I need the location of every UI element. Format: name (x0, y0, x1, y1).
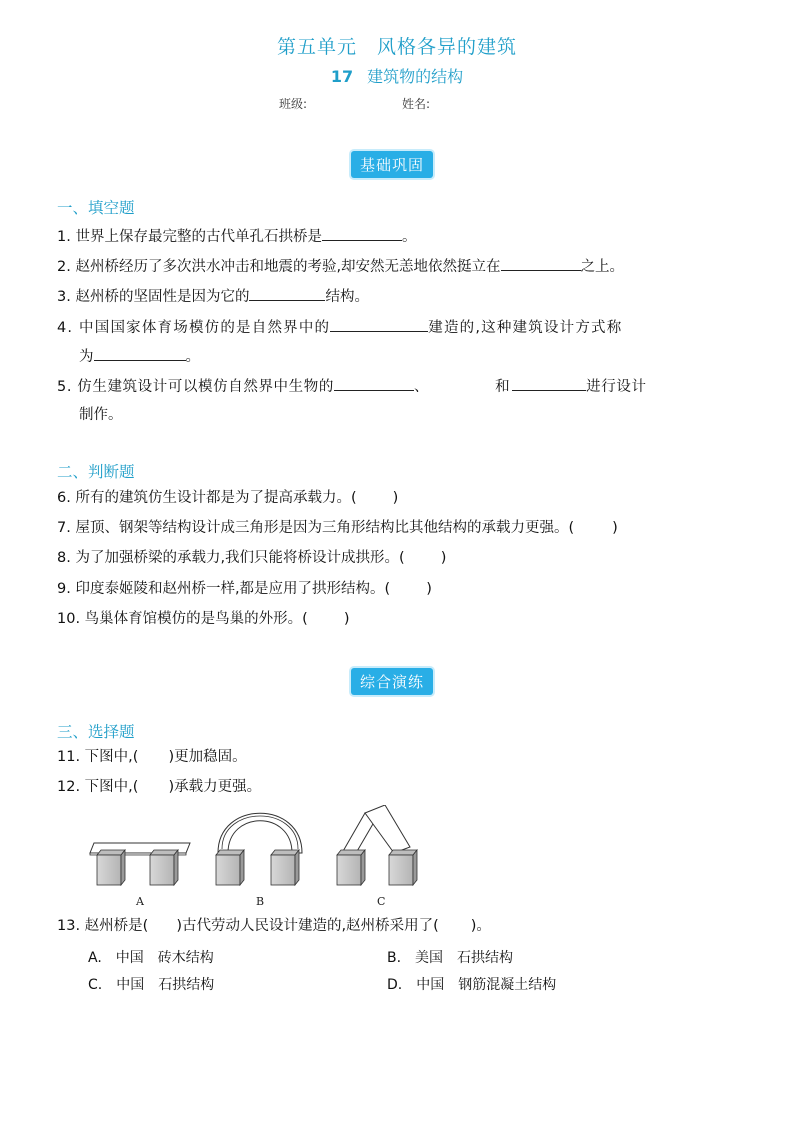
paren-close: ) (392, 490, 399, 506)
answer-blank[interactable] (322, 225, 402, 241)
question-7-text: 7. 屋顶、钢架等结构设计成三角形是因为三角形结构比其他结构的承载力更强。( (57, 520, 575, 536)
question-2-end: 之上。 (580, 259, 625, 275)
question-12-end: )承载力更强。 (168, 779, 262, 795)
answer-blank[interactable] (249, 285, 325, 301)
class-label: 班级: (279, 97, 308, 111)
question-6 (57, 488, 398, 508)
question-3 (57, 285, 369, 307)
option-b[interactable]: B. 美国 石拱结构 (387, 950, 514, 966)
name-label: 姓名: (402, 97, 431, 111)
question-5-text: 5. 仿生建筑设计可以模仿自然界中生物的 (57, 379, 334, 395)
question-9 (57, 579, 432, 599)
question-2 (57, 255, 624, 277)
section-fill-heading: 一、填空题 (57, 199, 135, 217)
question-4-end: 。 (185, 349, 200, 365)
question-13-end: )。 (470, 918, 491, 934)
question-5-cont: 制作。 (79, 407, 123, 423)
question-3-text: 3. 赵州桥的坚固性是因为它的 (57, 289, 250, 305)
unit-title: 第五单元 风格各异的建筑 (276, 36, 517, 58)
question-13 (57, 916, 491, 936)
lesson-title (0, 64, 794, 87)
question-4 (57, 316, 622, 338)
question-2-text: 2. 赵州桥经历了多次洪水冲击和地震的考验,却安然无恙地依然挺立在 (57, 259, 501, 275)
answer-blank[interactable] (501, 255, 581, 271)
figure-label-b: B (256, 895, 265, 908)
question-6-text: 6. 所有的建筑仿生设计都是为了提高承载力。( (57, 490, 357, 506)
paren-close: ) (612, 520, 618, 536)
answer-blank[interactable] (334, 375, 414, 391)
question-8-text: 8. 为了加强桥梁的承载力,我们只能将桥设计成拱形。( (57, 550, 405, 566)
section-judge-heading: 二、判断题 (57, 463, 135, 481)
question-8 (57, 548, 446, 568)
paren-close: ) (440, 550, 447, 566)
figure-c-triangle (337, 805, 417, 885)
question-5-sep: 、 (413, 379, 430, 395)
question-11 (57, 747, 247, 767)
question-12 (57, 777, 261, 797)
question-3-end: 结构。 (325, 289, 369, 305)
question-1-end: 。 (401, 229, 417, 245)
badge-comprehensive: 综合演练 (351, 668, 433, 695)
badge-basic: 基础巩固 (351, 151, 433, 178)
figure-b-arch (216, 813, 302, 885)
question-5-text-2: 进行设计 (586, 379, 647, 395)
question-4-text: 4. 中国国家体育场模仿的是自然界中的 (57, 320, 331, 336)
question-11-text: 11. 下图中,( (57, 749, 139, 765)
question-11-end: )更加稳固。 (168, 749, 247, 765)
answer-blank[interactable] (94, 345, 186, 361)
question-10 (57, 609, 350, 629)
question-1 (57, 225, 416, 247)
lesson-title-text: 建筑物的结构 (367, 67, 464, 86)
question-4-text-2: 建造的,这种建筑设计方式称 (428, 320, 623, 336)
figure-label-c: C (377, 895, 386, 908)
section-choice-heading: 三、选择题 (57, 723, 135, 741)
question-9-text: 9. 印度泰姬陵和赵州桥一样,都是应用了拱形结构。( (57, 581, 391, 597)
paren-close: ) (426, 581, 432, 597)
question-1-text: 1. 世界上保存最完整的古代单孔石拱桥是 (57, 229, 322, 245)
answer-blank[interactable] (512, 375, 586, 391)
option-c[interactable]: C. 中国 石拱结构 (88, 977, 215, 993)
question-12-text: 12. 下图中,( (57, 779, 139, 795)
question-13-text-2: )古代劳动人民设计建造的,赵州桥采用了( (176, 918, 439, 934)
option-a[interactable]: A. 中国 砖木结构 (88, 950, 214, 966)
question-7 (57, 518, 618, 538)
figure-label-a: A (136, 895, 144, 908)
question-4-text-3: 为 (79, 349, 94, 365)
question-5 (57, 375, 647, 397)
lesson-number: 17 (330, 67, 354, 86)
option-d[interactable]: D. 中国 钢筋混凝土结构 (387, 977, 557, 993)
question-10-text: 10. 鸟巢体育馆模仿的是鸟巢的外形。( (57, 611, 308, 627)
question-5-and: 和 (495, 379, 511, 395)
figure-a-beam (90, 843, 190, 885)
question-13-text: 13. 赵州桥是( (57, 918, 149, 934)
paren-close: ) (343, 611, 350, 627)
answer-blank[interactable] (330, 316, 428, 332)
question-4-cont (79, 345, 200, 367)
